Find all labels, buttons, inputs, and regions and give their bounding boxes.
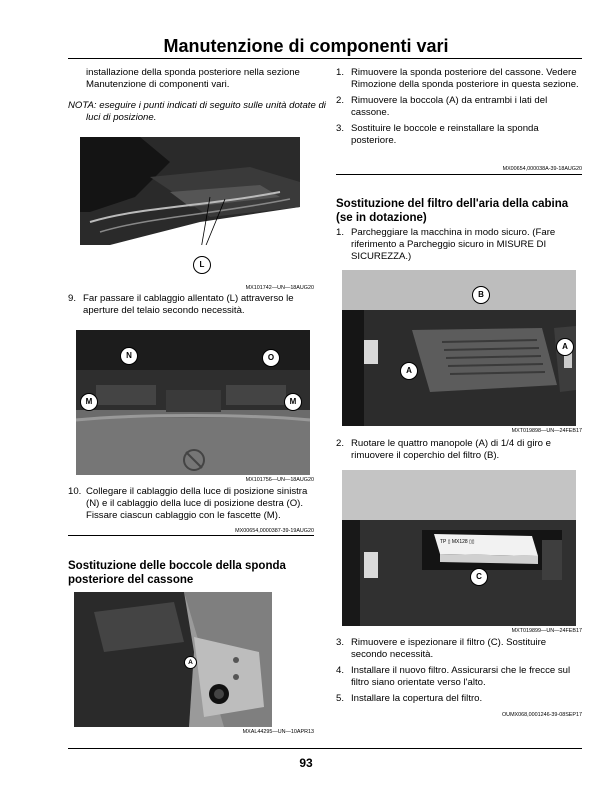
step-9 <box>68 293 314 317</box>
callout-C: C <box>470 568 488 586</box>
steps-replace-filter <box>336 637 582 705</box>
callout-N: N <box>120 347 138 365</box>
steps-remove-tailgate <box>336 67 582 147</box>
callout-B: B <box>472 286 490 304</box>
image-ref: MXT019899—UN—24FEB17 <box>511 628 582 634</box>
header-rule <box>68 58 582 59</box>
step-1 <box>336 227 582 263</box>
step-text: Far passare il cablaggio allentato (L) attraverso le aperture del telaio secondo necessità. <box>83 293 294 316</box>
step-item <box>336 95 582 119</box>
step-text: Collegare il cablaggio della luce di posizione sinistra (N) e il cablaggio della luce di posizione destra (O). Fissare ciascun cablaggio con le fascette (M). <box>86 486 308 521</box>
step-number: 5. <box>336 693 345 704</box>
step-text: Rimuovere e ispezionare il filtro (C). Sostituire secondo necessità. <box>351 637 547 660</box>
intro-text: installazione della sponda posteriore nella sezione Manutenzione di componenti vari. <box>86 67 300 90</box>
filter-cover-photo <box>342 270 576 426</box>
step-text: Ruotare le quattro manopole (A) di 1/4 di giro e rimuovere il coperchio del filtro (B). <box>351 438 551 461</box>
doc-ref: MX00654,000038A-39-18AUG20 <box>502 166 582 172</box>
step-text: Installare il nuovo filtro. Assicurarsi che le frecce sul filtro siano orientate verso l'alto. <box>351 665 571 688</box>
step-item <box>336 123 582 147</box>
section-rule <box>336 174 582 175</box>
step-number: 1. <box>336 67 345 78</box>
step-item <box>336 637 582 661</box>
step-text: Sostituire le boccole e reinstallare la sponda posteriore. <box>351 123 539 146</box>
filter-photo <box>342 470 576 626</box>
step-text: Rimuovere la boccola (A) da entrambi i lati del cassone. <box>351 95 548 118</box>
step-text: Installare la copertura del filtro. <box>351 693 483 704</box>
filter-label: TP ▯ MX128 ▯▯ <box>440 539 475 545</box>
step-text: Rimuovere la sponda posteriore del cassone. Vedere Rimozione della sponda posteriore in questa sezione. <box>351 67 579 90</box>
harness-photo <box>80 137 300 245</box>
section-title-cab-filter: Sostituzione del filtro dell'aria della cabina (se in dotazione) <box>336 198 569 224</box>
section-title-bushings: Sostituzione delle boccole della sponda posteriore del cassone <box>68 560 286 586</box>
callout-M-right: M <box>284 393 302 411</box>
step-number: 1. <box>336 227 345 238</box>
step-number: 3. <box>336 123 345 134</box>
page-number: 93 <box>299 756 313 770</box>
step-item <box>336 665 582 689</box>
connectors-photo <box>76 330 310 475</box>
step-number: 9. <box>68 293 77 304</box>
step-item <box>336 67 582 91</box>
doc-ref: MX00654,0000387-39-19AUG20 <box>235 528 314 534</box>
page-title: Manutenzione di componenti vari <box>163 36 449 56</box>
step-number: 4. <box>336 665 345 676</box>
section-rule <box>68 535 314 536</box>
step-number: 2. <box>336 95 345 106</box>
step-item <box>336 693 582 705</box>
footer-rule <box>68 748 582 749</box>
image-ref: MX101756—UN—18AUG20 <box>245 477 314 483</box>
step-2 <box>336 438 582 462</box>
callout-A-left: A <box>400 362 418 380</box>
callout-O: O <box>262 349 280 367</box>
image-ref: MXAL44295—UN—10APR13 <box>242 729 314 735</box>
step-number: 3. <box>336 637 345 648</box>
step-number: 10. <box>68 486 82 497</box>
step-10 <box>68 486 314 522</box>
step-number: 2. <box>336 438 345 449</box>
step-text: Parcheggiare la macchina in modo sicuro. (Fare riferimento a Parcheggio sicuro in MISURE DI SICUREZZA.) <box>351 227 556 262</box>
note-text: NOTA: eseguire i punti indicati di seguito sulle unità dotate di luci di posizione. <box>68 100 326 123</box>
image-ref: MXT019898—UN—24FEB17 <box>511 428 582 434</box>
callout-M-left: M <box>80 393 98 411</box>
callout-L-label: L <box>193 256 211 274</box>
callout-A: A <box>184 656 197 669</box>
callout-A-right: A <box>556 338 574 356</box>
image-ref: MX101742—UN—18AUG20 <box>245 285 314 291</box>
doc-ref: OUMX068,0001246-39-08SEP17 <box>501 712 582 718</box>
bushing-photo <box>74 592 272 727</box>
